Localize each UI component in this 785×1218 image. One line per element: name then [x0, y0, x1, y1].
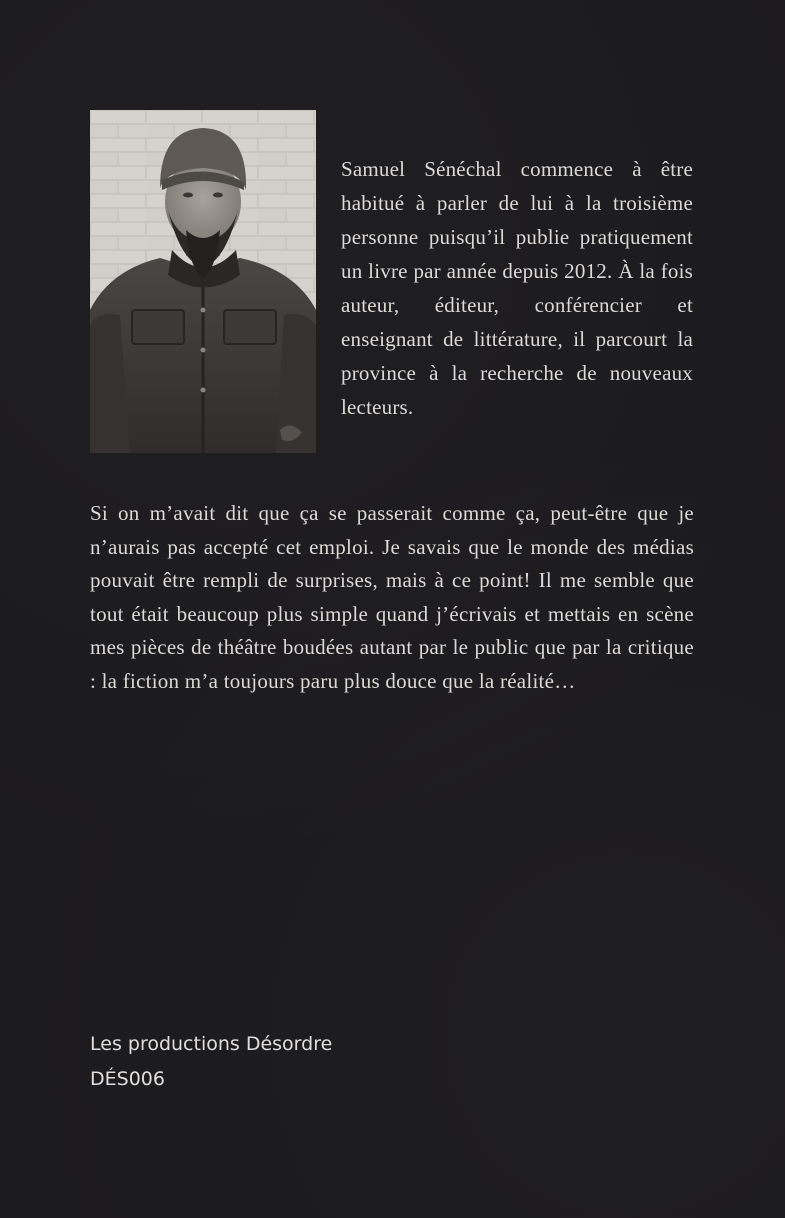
book-blurb: Si on m’avait dit que ça se passerait comme ça, peut-être que je n’aurais pas accepté cet emploi. Je savais que le monde des médias pouvait être rempli de surprises, mais à ce point! Il me semble que tout était beaucoup plus simple quand j’écrivais et mettais en scène mes pièces de théâtre boudées autant par le public que par la critique : la fiction m’a toujours paru plus douce que la réalité… [90, 501, 694, 693]
catalog-code: DÉS006 [90, 1068, 165, 1090]
author-biography: Samuel Sénéchal commence à être habitué à parler de lui à la troisième personne puisqu’il publie pratiquement un livre par année depuis 2012. À la fois auteur, éditeur, conférencier et enseignant de littérature, il parcourt la province à la recherche de nouveaux lecteurs. [341, 157, 693, 419]
publisher-name: Les productions Désordre [90, 1033, 333, 1055]
author-portrait-illustration [90, 110, 316, 453]
author-photo [90, 110, 316, 453]
